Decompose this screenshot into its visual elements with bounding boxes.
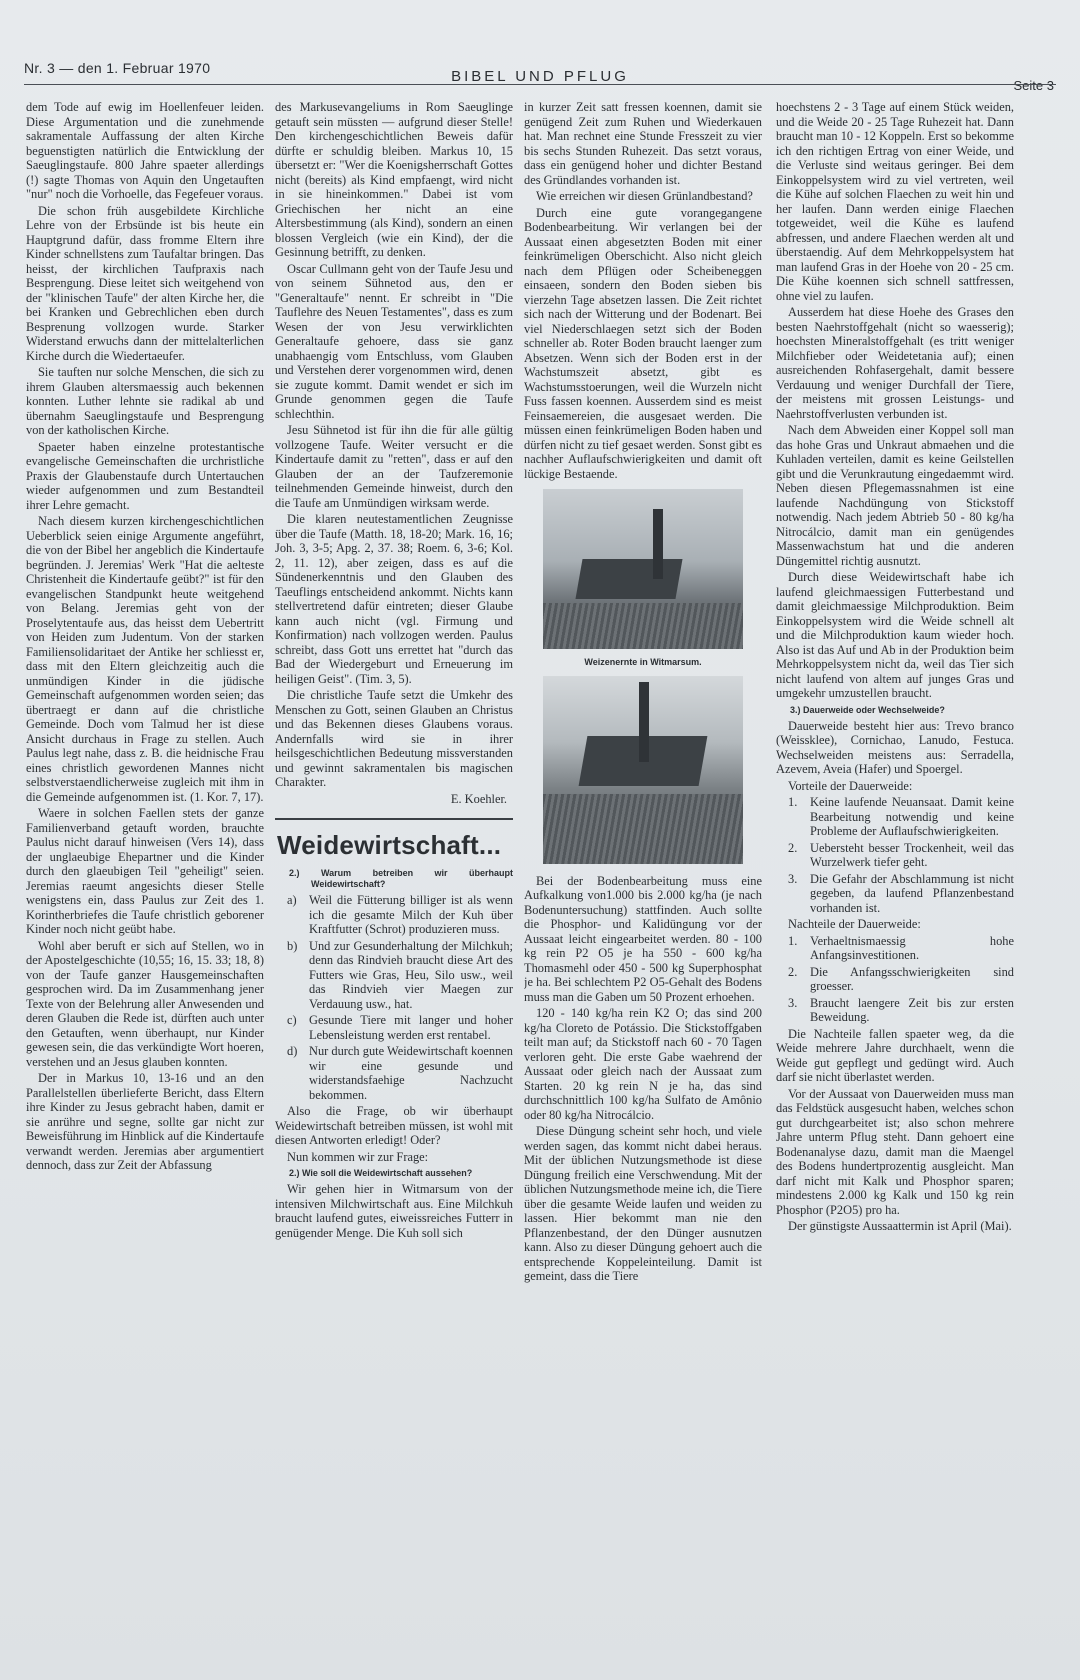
list-text: Gesunde Tiere mit langer und hoher Lebensleistung werden erst rentabel. xyxy=(309,1013,513,1042)
paragraph: Die christliche Taufe setzt die Umkehr des Menschen zu Gott, seinen Glauben an Christus und das Bekennen dieses Glaubens voraus. Andernfalls wird sie in ihrer heilsgeschichtlichen Bedeutung missverstanden und gewinnt sakramentalen bis magischen Charakter. xyxy=(275,688,513,789)
paragraph: Wie erreichen wir diesen Grünlandbestand? xyxy=(536,189,753,203)
paragraph: Spaeter haben einzelne protestantische evangelische Gemeinschaften die urchristliche Praxis der Glaubenstaufe durch Untertauchen wieder aufgenommen und zum Bestandteil ihrer Lehre gemacht. xyxy=(26,439,264,512)
list-text: Weil die Fütterung billiger ist als wenn ich die gesamte Milch der Kuh über Kraftfutter (Schrot) produzieren muss. xyxy=(309,893,513,936)
paragraph: Diese Düngung scheint sehr hoch, und viele werden sagen, das kommt nicht dabei heraus. Mit der üblichen Nutzungsmethode ist diese Düngung freilich eine Verschwendung. Mit der üblichen Nutzungsmethode meine ich, die Tiere über die gesamte Weide laufen und weiden zu lassen. Hier bekommt man nie den Pflanzenbestand, der den Dünger ausnutzen kann. Also zu dieser Düngung gehoert auch die entsprechende Koppeleinteilung. Damit ist gemeint, dass die Tiere xyxy=(524,1124,762,1283)
list-marker: 1. xyxy=(788,795,798,809)
list-item xyxy=(776,841,1014,870)
list-marker: 2. xyxy=(788,840,798,855)
paragraph: Der günstigste Aussaattermin ist April (Mai). xyxy=(788,1219,1012,1233)
paragraph: Wir gehen hier in Witmarsum von der intensiven Milchwirtschaft aus. Eine Milchkuh braucht laufend gutes, eiweissreiches Futterr in genügender Menge. Die Kuh soll sich xyxy=(275,1182,513,1240)
list-marker: c) xyxy=(287,1013,297,1027)
list-marker: 3. xyxy=(788,995,798,1010)
list-text: Die Anfangsschwierigkeiten sind groesser. xyxy=(810,964,1014,993)
harvest-photo-2 xyxy=(543,676,743,864)
figure-shape xyxy=(653,509,663,579)
paragraph: Waere in solchen Faellen stets der ganze Familienverband getauft worden, brauchte Paulus nicht darauf hinweisen (Vers 14), dass der unglaeubige Ehepartner und die Kinder durch den glaeubigen Teil "geheiligt" seien. Jeremias raeumt angesichts dieser Stelle wenigstens ein, dass Paulus zur Zeit des 1. Korintherbriefes die Taufe christlich geborener Kinder noch nicht geübt habe. xyxy=(26,806,264,936)
tractor-shape xyxy=(575,559,682,599)
field-shape xyxy=(543,603,743,649)
paragraph: Sie tauften nur solche Menschen, die sich zu ihrem Glauben altersmaessig auch bekennen konnten. Luther lehnte sie radikal ab und übernahm Saeuglingstaufe und Besprengung von der katholischen Kirche. xyxy=(26,365,264,437)
question-heading: 2.) Warum betreiben wir überhaupt Weidewirtschaft? xyxy=(289,868,513,889)
column-2 xyxy=(275,100,513,1670)
list-item xyxy=(776,934,1014,963)
paragraph: Nach diesem kurzen kirchengeschichtlichen Ueberblick seien einige Argumente angeführt, die von der Bibel her angeblich die Kindertaufe begründen. J. Jeremias' Werk "Hat die aelteste Christenheit die Kindertaufe geübt?" ist für den evangelischen Standpunkt heute weitgehend von Belang. Jeremias geht von der Proselytentaufe aus, das heisst dem Uebertritt von Heiden zum Judentum. Von der starken Familiensolidaritaet der Antike her schliesst er, dass mit den Eltern gleichzeitig auch die unmündigen Kinder in die jüdische Gemeinschaft aufgenommen worden seien; das übertraegt er dann auf die christliche Gemeinde. Doch vom Talmud her ist diese Ansicht durchaus in Frage zu stellen. Auch Paulus legt nahe, dass z. B. die heidnische Frau eines christlich gewordenen Mannes nicht selbstverstaendlicherweise zugleich mit ihm in die Gemeinde aufgenommen ist. (1. Kor. 7, 17). xyxy=(26,514,264,804)
paragraph: hoechstens 2 - 3 Tage auf einem Stück weiden, und die Weide 20 - 25 Tage Ruhezeit hat. Dann braucht man 10 - 12 Koppeln. Erst so bekomme ich den richtigen Ertrag von einer Weide, und die Verluste sind weitaus geringer. Bei dem Einkoppelsystem wird zu viel vertreten, weil die Kühe auf solchen Flaechen zu weit hin und her laufen. Dann werden einige Flaechen totgeweidet, weil die Kühe es laufend abfressen, und andere Flaechen werden alt und überstaendig. Auf dem Mehrkoppelsystem hat man laufend Gras in der Hoehe von 20 - 25 cm. Die Kühe koennen sich schnell sattfressen, ohne viel zu laufen. xyxy=(776,100,1014,303)
list-item xyxy=(275,1013,513,1042)
list-marker: 1. xyxy=(788,933,798,948)
list-marker: 3. xyxy=(788,871,798,886)
list-item xyxy=(275,1044,513,1102)
column-1 xyxy=(26,100,264,1670)
question-heading: 3.) Dauerweide oder Wechselweide? xyxy=(790,704,945,715)
list-marker: b) xyxy=(287,938,298,953)
list-text: Nur durch gute Weidewirtschaft koennen wir eine gesunde und widerstandsfaehige Nachzucht bekommen. xyxy=(309,1044,513,1102)
page-number: Seite 3 xyxy=(1013,78,1054,93)
list-item xyxy=(776,965,1014,994)
author-signature: E. Koehler. xyxy=(450,791,507,806)
list-item xyxy=(275,939,513,1012)
list-text: Keine laufende Neuansaat. Damit keine Bearbeitung notwendig und keine Probleme der Auflaufschwierigkeiten. xyxy=(810,795,1014,838)
list-item xyxy=(776,795,1014,839)
paragraph: Ausserdem hat diese Hoehe des Grases den besten Naehrstoffgehalt (nicht so waesserig); hoechsten Mineralstoffgehalt (es tritt weniger Milchfieber oder Weidetetania auf); einen ausreichenden Rohfasergehalt, damit bessere Verdauung und weniger Durchfall der Tiere, der meistens mit grossen Leistungs- und Naehrstoffverlusten verbunden ist. xyxy=(776,305,1014,421)
list-marker: 2. xyxy=(788,964,798,979)
paragraph: Durch eine gute vorangegangene Bodenbearbeitung. Wir verlangen bei der Aussaat einen abgesetzten Boden mit einer feinkrümeligen Oberschicht. Also nicht gleich nach dem Pflügen oder Scheibeneggen einsaeen, sondern den Boden sieben bis vierzehn Tage absetzen lassen. Die Zeit richtet sich nach der Witterung und der Bodenart. Bei viel Niederschlaegen setzt sich der Boden schneller ab. Roter Boden braucht laenger zum Absetzen. Wenn sich der Boden erst in der Wachstumszeit absetzt, gibt es Wachstumsstoerungen, weil die Wurzeln nicht Fuss fassen koennen. Ausserdem sind es meist Feinsaemereien, die ausgesaet werden. Die müssen einen feinkrümeligen Boden haben und dürfen nicht zu tief gesaet werden. Sonst gibt es nachher Auflaufschwierigkeiten und damit oft lückige Bestaende. xyxy=(524,205,762,481)
paragraph: Durch diese Weidewirtschaft habe ich laufend gleichmaessigen Futterbestand und damit gleichmaessige Milchproduktion. Beim Einkoppelsystem wird die Weide schnell alt und die Milchproduktion kaum wieder hoch. Also ist das Auf und Ab in der Produktion beim Mehrkoppelsystem nicht da, weil das Tier sich nicht laufend von altem auf junges Gras und umgekehr umzustellen braucht. xyxy=(776,570,1014,700)
list-text: Und zur Gesunderhaltung der Milchkuh; denn das Rindvieh braucht diese Art des Futters wie Gras, Heu, Silo usw., weil das Rindvieh vier Maegen zur Verdauung usw., hat. xyxy=(309,938,513,1011)
list-item xyxy=(776,996,1014,1025)
paragraph: 120 - 140 kg/ha rein K2 O; das sind 200 kg/ha Cloreto de Potássio. Die Stickstoffgaben teilt man auf; da Stickstoff nach 60 - 70 Tagen verloren geht. Die erste Gabe waehrend der Aussaat oder gleich nach der Aussaat zum Starten. 20 kg rein N je ha, das sind durchschnittlich 100 kg/ha Sulfato de Amônio oder 80 kg/ha Nitrocálcio. xyxy=(524,1006,762,1122)
paragraph: Dauerweide besteht hier aus: Trevo branco (Weissklee), Cornichao, Lanudo, Festuca. Wechselweiden meistens aus: Serradella, Azevem, Aveia (Hafer) und Spoergel. xyxy=(776,718,1014,776)
list-marker: a) xyxy=(287,893,297,907)
column-3 xyxy=(524,100,762,1670)
list-text: Die Gefahr der Abschlammung ist nicht gegeben, da laufend Pflanzenbestand vorhanden ist. xyxy=(810,871,1014,915)
section-divider xyxy=(275,818,513,820)
paragraph: Nachteile der Dauerweide: xyxy=(788,917,921,931)
spacer xyxy=(524,864,762,874)
paragraph: Also die Frage, ob wir überhaupt Weidewirtschaft betreiben müssen, ist wohl mit diesen Antworten erledigt! Oder? xyxy=(275,1104,513,1147)
issue-date: Nr. 3 — den 1. Februar 1970 xyxy=(24,60,211,76)
paragraph: Oscar Cullmann geht von der Taufe Jesu und von seinem Sühnetod aus, den er "Generaltaufe" nennt. Er schreibt in "Die Tauflehre des Neuen Testamentes", dass es zum Wesen der von Jesu verwirklichten Generaltaufe gehoere, dass sie ganz unabhaengig vom Entschluss, vom Glauben und Verstehen derer vorgenommen wird, denen sie zugute kommt. Damit wendet er sich im Grunde genommen gegen die Taufe schlechthin. xyxy=(275,261,513,421)
header-rule xyxy=(24,84,1056,85)
paragraph: Die Nachteile fallen spaeter weg, da die Weide mehrere Jahre durchhaelt, wenn die Weide gut gepflegt und gedüngt wird. Auch darf sie nicht überlastet werden. xyxy=(776,1026,1014,1084)
page-header xyxy=(0,60,1080,94)
list-text: Braucht laengere Zeit bis zur ersten Beweidung. xyxy=(810,995,1014,1024)
paragraph: Nun kommen wir zur Frage: xyxy=(287,1149,429,1164)
paragraph: Vor der Aussaat von Dauerweiden muss man das Feldstück ausgesucht haben, welches schon gut durchgearbeitet ist; also schon mehrere Jahre unterm Pflug steht. Dann gehoert eine Bodenanalyse dazu, damit man die Maengel des Bodens hundertprozentig ausgleicht. Man darf nicht mit Kalk und Phosphor sparen; mindestens 2.000 kg Kalk und 150 kg rein Phosphor (P2O5) pro ha. xyxy=(776,1086,1014,1217)
paragraph: Jesu Sühnetod ist für ihn die für alle gültig vollzogene Taufe. Weiter versucht er die Kindertaufe damit zu "retten", dass er auf den Glauben der an der Taufzeremonie teilnehmenden Gemeinde hinweist, durch den die Taufe am Unmündigen wirksam werde. xyxy=(275,423,513,510)
list-marker: d) xyxy=(287,1044,298,1058)
paragraph: Der in Markus 10, 13-16 und an den Parallelstellen überlieferte Bericht, dass Eltern ihre Kinder zu Jesus gebracht haben, damit er sie anrühre und segne, sollte gar nicht zur Beweisführung im Hinblick auf die Kindertaufe verwandt werden. Jeremias aber argumentiert dennoch, dass zur Zeit der Abfassung xyxy=(26,1071,264,1172)
field-shape xyxy=(543,794,743,864)
list-item xyxy=(275,893,513,937)
paragraph: Nach dem Abweiden einer Koppel soll man das hohe Gras und Unkraut abmaehen und die Kuhladen verteilen, damit es keine Geilstellen gibt und die Verunkrautung eingedaemmt wird. Neben diesen Pflegemassnahmen ist eine laufende Nachdüngung von Stickstoff notwendig. Nach jedem Abtrieb 50 - 80 kg/ha Nitrocálcio, damit man ein genügendes Massenwachstum hat und die anderen Düngemittel richtig ausnutzt. xyxy=(776,423,1014,568)
masthead-title: BIBEL UND PFLUG xyxy=(451,68,629,85)
question-heading: 2.) Wie soll die Weidewirtschaft aussehen? xyxy=(289,1168,473,1178)
list-text: Uebersteht besser Trockenheit, weil das Wurzelwerk tiefer geht. xyxy=(810,840,1014,869)
harvest-photo xyxy=(543,489,743,649)
figure-shape xyxy=(639,682,649,762)
column-4 xyxy=(776,100,1014,1670)
paragraph: dem Tode auf ewig im Hoellenfeuer leiden. Diese Argumentation und die zunehmende sakramentale Auffassung der alten Kirche beguenstigten natürlich die Entwicklung der Saeuglingstaufe. 800 Jahre spaeter allerdings (!) sagte Thomas von Aquin den Ungetauften "nur" noch die Vorhoelle, das Fegefeuer voraus. xyxy=(26,100,264,201)
paragraph: Bei der Bodenbearbeitung muss eine Aufkalkung von1.000 bis 2.000 kg/ha (je nach Bodenuntersuchung) stattfinden. Auch sollte die Phosphor- und Kalidüngung vor der Aussaat leicht eingearbeitet werden. 80 - 100 kg rein P2 O5 je ha 550 - 600 kg/ha Thomasmehl oder 450 - 500 kg Superphosphat je ha. Bei schlechtem P2 O5-Gehalt des Bodens muss man die Gaben um 50 Prozent erhoehen. xyxy=(524,873,762,1004)
photo-caption: Weizenernte in Witmarsum. xyxy=(584,657,702,667)
list-text: Verhaeltnismaessig hohe Anfangsinvestitionen. xyxy=(810,933,1014,962)
paragraph: des Markusevangeliums in Rom Saeuglinge getauft sein müssten — aufgrund dieser Stelle! Den kirchengeschichtlichen Beweis dafür dürfte er schuldig bleiben. Markus 10, 15 übersetzt er: "Wer die Koenigsherrschaft Gottes nicht (bereits) als Kind empfaengt, wird nicht in sie hineinkommen." Dabei ist vom Griechischen her nicht an eine Altersbestimmung (als Kind), sondern an einen blossen Vergleich (wie ein Kind), der die Gesinnung betrifft, zu denken. xyxy=(275,100,513,259)
paragraph: Wohl aber beruft er sich auf Stellen, wo in der Apostelgeschichte (10,55; 16, 15. 33; 18, 8) von der Taufe ganzer Hausgemeinschaften gesprochen wird. Da im Zusammenhang jener Texte von der Belehrung aller Anwesenden und deren Glauben die Rede ist, dürften auch unter den Getauften, wenn überhaupt, nur Kinder gewesen sein, die das verkündigte Wort hoeren, verstehen und an Jesus glauben konnten. xyxy=(26,938,264,1069)
paragraph: in kurzer Zeit satt fressen koennen, damit sie genügend Zeit zum Ruhen und Wiederkauen hat. Man rechnet eine Stunde Fresszeit zu vier bis sechs Stunden Ruhezeit. Das setzt voraus, dass ein genügend hoher und dichter Bestand des Gründlandes vorhanden ist. xyxy=(524,100,762,187)
paragraph: Die klaren neutestamentlichen Zeugnisse über die Taufe (Matth. 18, 18-20; Mark. 16, 16; Joh. 3, 3-5; Apg. 2, 37. 38; Roem. 6, 3-6; Kol. 2, 11. 12), aber zeigen, dass es auf die Sündenerkenntnis und den Glauben des Taeuflings entscheidend ankommt. Nichts kann stellvertretend dafür eintreten; dieser Glaube kann auch nicht (vgl. Firmung und Konfirmation) nach vollzogen werden. Paulus schreibt, dass Gott uns errettet hat "durch das Bad der Wiedergeburt und Erneuerung im heiligen Geist". (Tim. 3, 5). xyxy=(275,512,513,686)
list-item xyxy=(776,872,1014,916)
paragraph: Die schon früh ausgebildete Kirchliche Lehre von der Erbsünde ist bis heute ein Hauptgrund dafür, dass fromme Eltern ihre Kinder schnellstens zum Taufaltar bringen. Das heisst, der kirchlichen Taufpraxis nach Besprengung. Diese leitet sich weitgehend von der "klinischen Taufe" der alten Kirche her, die bei Kranken und Gebrechlichen eben durch Besprenung vollzogen wurde. Starker Widerstand erwuchs dann der mittelalterlichen Kirche durch die Wiedertaeufer. xyxy=(26,203,264,363)
section-title: Weidewirtschaft... xyxy=(277,830,502,860)
paragraph: Vorteile der Dauerweide: xyxy=(788,778,913,793)
